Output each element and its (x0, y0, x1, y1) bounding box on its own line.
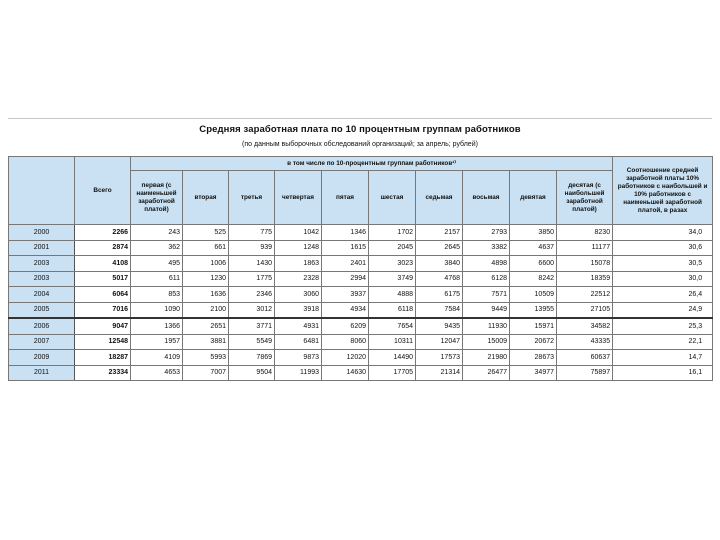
group-cell-7: 17573 (416, 350, 463, 366)
group-cell-6: 6118 (369, 302, 416, 318)
ratio-header: Соотношение средней заработной платы 10% работников с наибольшей и 10% работников с наименьшей заработной платой, в разах (613, 157, 713, 225)
group-cell-6: 1702 (369, 225, 416, 241)
group-cell-8: 21980 (463, 350, 510, 366)
group-cell-2: 525 (183, 225, 229, 241)
total-cell: 2874 (75, 240, 131, 256)
group-header-10: десятая (с наибольшей заработной платой) (557, 171, 613, 225)
group-cell-1: 4653 (131, 365, 183, 381)
document-sheet (8, 118, 712, 381)
group-cell-8: 7571 (463, 287, 510, 303)
group-cell-8: 9449 (463, 302, 510, 318)
group-cell-5: 14630 (322, 365, 369, 381)
group-cell-1: 1366 (131, 318, 183, 334)
ratio-cell: 25,3 (613, 318, 713, 334)
year-cell: 2009 (9, 350, 75, 366)
table-row (9, 365, 713, 381)
group-cell-3: 775 (229, 225, 275, 241)
group-header-8: восьмая (463, 171, 510, 225)
total-cell: 6064 (75, 287, 131, 303)
total-cell: 4108 (75, 256, 131, 272)
group-cell-9: 8242 (510, 271, 557, 287)
table-row (9, 350, 713, 366)
group-cell-1: 1957 (131, 334, 183, 350)
group-cell-4: 4931 (275, 318, 322, 334)
group-cell-6: 3023 (369, 256, 416, 272)
group-cell-10: 34582 (557, 318, 613, 334)
group-cell-10: 75897 (557, 365, 613, 381)
group-cell-4: 2328 (275, 271, 322, 287)
year-cell: 2000 (9, 225, 75, 241)
ratio-cell: 24,9 (613, 302, 713, 318)
group-cell-2: 1230 (183, 271, 229, 287)
group-cell-9: 6600 (510, 256, 557, 272)
group-cell-5: 12020 (322, 350, 369, 366)
total-cell: 18287 (75, 350, 131, 366)
group-cell-5: 3937 (322, 287, 369, 303)
group-cell-5: 2994 (322, 271, 369, 287)
group-cell-10: 27105 (557, 302, 613, 318)
table-row (9, 225, 713, 241)
group-cell-9: 20672 (510, 334, 557, 350)
group-cell-7: 4768 (416, 271, 463, 287)
group-cell-4: 1248 (275, 240, 322, 256)
group-cell-10: 8230 (557, 225, 613, 241)
group-cell-6: 7654 (369, 318, 416, 334)
group-cell-5: 8060 (322, 334, 369, 350)
group-cell-3: 5549 (229, 334, 275, 350)
ratio-cell: 30,0 (613, 271, 713, 287)
group-cell-3: 3012 (229, 302, 275, 318)
ratio-cell: 22,1 (613, 334, 713, 350)
group-cell-7: 3840 (416, 256, 463, 272)
total-header: Всего (75, 157, 131, 225)
ratio-cell: 34,0 (613, 225, 713, 241)
group-header-1: первая (с наименьшей заработной платой) (131, 171, 183, 225)
group-cell-10: 43335 (557, 334, 613, 350)
group-cell-10: 22512 (557, 287, 613, 303)
group-cell-5: 4934 (322, 302, 369, 318)
year-cell: 2001 (9, 240, 75, 256)
group-header: в том числе по 10-процентным группам работников¹⁾ (131, 157, 613, 171)
group-cell-9: 34977 (510, 365, 557, 381)
group-cell-5: 1615 (322, 240, 369, 256)
total-cell: 9047 (75, 318, 131, 334)
group-cell-2: 3881 (183, 334, 229, 350)
group-cell-2: 1636 (183, 287, 229, 303)
group-cell-6: 17705 (369, 365, 416, 381)
group-cell-10: 18359 (557, 271, 613, 287)
ratio-cell: 30,6 (613, 240, 713, 256)
group-cell-4: 11993 (275, 365, 322, 381)
group-cell-8: 6128 (463, 271, 510, 287)
group-header-9: девятая (510, 171, 557, 225)
group-cell-9: 28673 (510, 350, 557, 366)
group-cell-6: 10311 (369, 334, 416, 350)
group-cell-6: 14490 (369, 350, 416, 366)
year-cell: 2007 (9, 334, 75, 350)
year-cell: 2003 (9, 271, 75, 287)
group-cell-9: 10509 (510, 287, 557, 303)
group-cell-5: 2401 (322, 256, 369, 272)
group-cell-4: 6481 (275, 334, 322, 350)
group-cell-4: 1863 (275, 256, 322, 272)
group-cell-6: 2045 (369, 240, 416, 256)
ratio-cell: 26,4 (613, 287, 713, 303)
total-cell: 12548 (75, 334, 131, 350)
group-cell-7: 21314 (416, 365, 463, 381)
group-cell-4: 3918 (275, 302, 322, 318)
group-cell-3: 7869 (229, 350, 275, 366)
group-cell-2: 661 (183, 240, 229, 256)
group-cell-1: 611 (131, 271, 183, 287)
group-cell-6: 3749 (369, 271, 416, 287)
group-cell-2: 5993 (183, 350, 229, 366)
ratio-cell: 14,7 (613, 350, 713, 366)
group-cell-10: 11177 (557, 240, 613, 256)
group-cell-8: 3382 (463, 240, 510, 256)
group-cell-7: 12047 (416, 334, 463, 350)
group-cell-3: 939 (229, 240, 275, 256)
group-cell-10: 60637 (557, 350, 613, 366)
group-cell-3: 1430 (229, 256, 275, 272)
group-cell-3: 1775 (229, 271, 275, 287)
group-header-6: шестая (369, 171, 416, 225)
group-cell-3: 9504 (229, 365, 275, 381)
table-row (9, 256, 713, 272)
group-cell-5: 1346 (322, 225, 369, 241)
table-row (9, 302, 713, 318)
group-cell-8: 11930 (463, 318, 510, 334)
group-header-5: пятая (322, 171, 369, 225)
group-cell-7: 6175 (416, 287, 463, 303)
group-cell-5: 6209 (322, 318, 369, 334)
group-cell-8: 15009 (463, 334, 510, 350)
year-cell: 2004 (9, 287, 75, 303)
group-cell-3: 2346 (229, 287, 275, 303)
group-cell-9: 13955 (510, 302, 557, 318)
total-cell: 7016 (75, 302, 131, 318)
table-row (9, 271, 713, 287)
year-cell: 2005 (9, 302, 75, 318)
table-body (9, 225, 713, 381)
table-row (9, 240, 713, 256)
year-header (9, 157, 75, 225)
group-cell-4: 9873 (275, 350, 322, 366)
year-cell: 2011 (9, 365, 75, 381)
table-row (9, 318, 713, 334)
table-subtitle: (по данным выборочных обследований организаций; за апрель; рублей) (242, 141, 478, 148)
group-cell-9: 15971 (510, 318, 557, 334)
top-rule (8, 118, 712, 119)
group-cell-7: 2157 (416, 225, 463, 241)
table-title: Средняя заработная плата по 10 процентным группам работников (199, 124, 521, 135)
group-cell-7: 9435 (416, 318, 463, 334)
group-cell-1: 243 (131, 225, 183, 241)
group-header-7: седьмая (416, 171, 463, 225)
wage-table (8, 156, 713, 381)
group-cell-2: 2100 (183, 302, 229, 318)
group-cell-1: 853 (131, 287, 183, 303)
year-cell: 2006 (9, 318, 75, 334)
group-cell-2: 2651 (183, 318, 229, 334)
table-row (9, 334, 713, 350)
table-row (9, 287, 713, 303)
group-cell-10: 15078 (557, 256, 613, 272)
total-cell: 2266 (75, 225, 131, 241)
group-cell-4: 1042 (275, 225, 322, 241)
group-cell-7: 2645 (416, 240, 463, 256)
group-cell-8: 4898 (463, 256, 510, 272)
ratio-cell: 30,5 (613, 256, 713, 272)
group-cell-3: 3771 (229, 318, 275, 334)
group-header-4: четвертая (275, 171, 322, 225)
group-cell-8: 2793 (463, 225, 510, 241)
group-cell-7: 7584 (416, 302, 463, 318)
group-cell-1: 4109 (131, 350, 183, 366)
group-cell-8: 26477 (463, 365, 510, 381)
group-cell-2: 7007 (183, 365, 229, 381)
total-cell: 23334 (75, 365, 131, 381)
group-header-2: вторая (183, 171, 229, 225)
group-cell-9: 3850 (510, 225, 557, 241)
group-cell-4: 3060 (275, 287, 322, 303)
group-cell-9: 4637 (510, 240, 557, 256)
group-cell-1: 1090 (131, 302, 183, 318)
ratio-cell: 16,1 (613, 365, 713, 381)
group-cell-1: 495 (131, 256, 183, 272)
total-cell: 5017 (75, 271, 131, 287)
group-cell-1: 362 (131, 240, 183, 256)
group-cell-6: 4888 (369, 287, 416, 303)
group-header-3: третья (229, 171, 275, 225)
group-cell-2: 1006 (183, 256, 229, 272)
year-cell: 2003 (9, 256, 75, 272)
